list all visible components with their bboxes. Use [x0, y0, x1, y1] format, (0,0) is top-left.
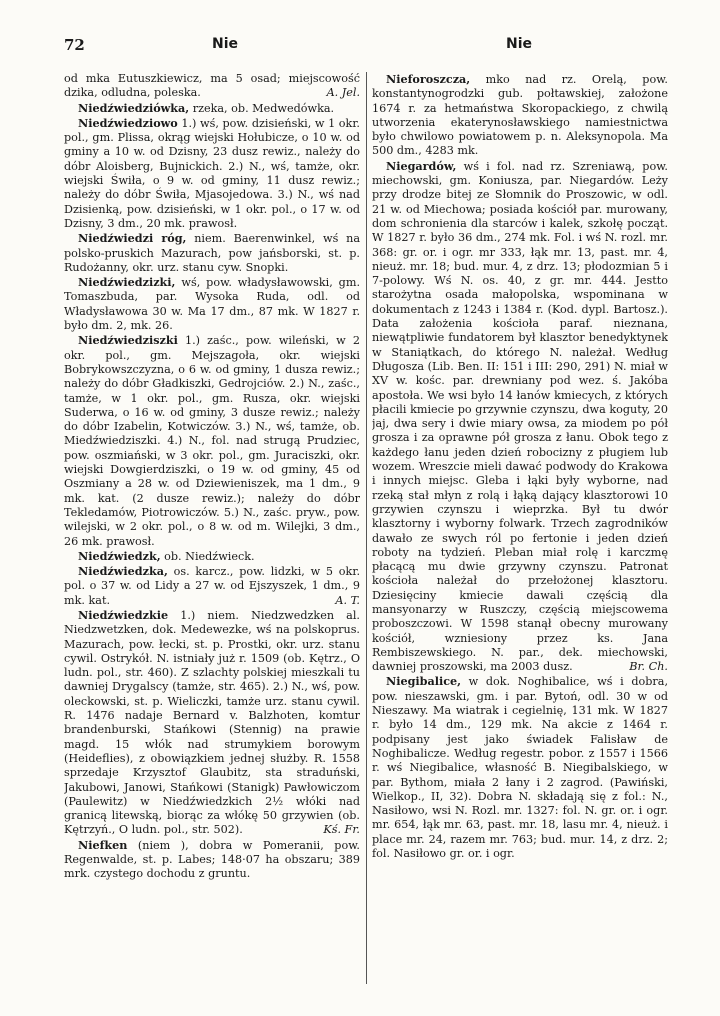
dictionary-entry	[64, 101, 360, 116]
entry-headword: Niedźwiedziowo	[78, 115, 178, 130]
entry-author-signature: A. T.	[335, 593, 360, 607]
dictionary-entry	[64, 549, 360, 564]
dictionary-entry	[64, 333, 360, 548]
entry-text: rzeka, ob. Medwedówka.	[189, 101, 335, 115]
dictionary-entry	[372, 159, 668, 675]
entry-headword: Niedźwiedzka,	[78, 564, 168, 579]
header-right-guideword: Nie	[506, 36, 533, 52]
entry-headword: Niedźwiedziówka,	[78, 100, 190, 115]
dictionary-entry	[64, 275, 360, 333]
entry-text: ob. Niedźwieck.	[160, 549, 255, 563]
entry-text: wś i fol. nad rz. Szreniawą, pow. miechowski, gm. Koniusza, par. Niegardów. Leży przy drodze bitej ze Słomnik do Proszowic, w odl. 21 w. od Miechowa; posiada kościół par. murowany, dom schronienia dla starców i kalek, szkołę począt. W 1827 r. było 36 dm., 274 mk. Fol. i wś N. rozl. mr. 368: gr. or. i ogr. mr 333, łąk mr. 13, past. mr. 4, nieuż. mr. 18; bud. mur. 4, z drz. 13; płodozmian 5 i 7-polowy. Wś N. os. 40, z gr. mr. 444. Jestto starożytna osada małopolska, wspominana w dokumentach z 1243 i 1384 r. (Kod. dypl. Bartosz.). Data założenia kościoła paraf. nieznana, niewątpliwie fundatorem był klasztor benedyktynek w Staniątkach, do którego N. należał. Według Długosza (Lib. Ben. II: 151 i III: 290, 291) N. miał w XV w. kośc. par. drewniany pod wez. ś. Jakóba apostoła. We wsi było 14 łanów kmiecych, z których płacili kmiecie po grzywnie czynszu, dwa koguty, 20 jaj, dwa sery i dwie miary owsa, za miodem po pół grosza i za oprawne pół grosza z łanu. Obok tego z każdego łanu jeden dzień robocizny z pługiem lub wozem. Wreszcie mieli dawać podwody do Krakowa i innych miejsc. Gleba i łąki były wyborne, nad rzeką stał młyn z rolą i łąką dający klasztorowi 10 grzywien czynszu i wieprzka. Był tu dwór klasztorny i wyborny folwark. Trzech zagrodników dawało ze swych ról po fertonie i jeden dzień roboty na tydzień. Pleban miał rolę i karczmę płacącą mu dwie grzywny czynszu. Patronat kościoła należał do przełożonej klasztoru. Dziesięciny kmiecie dawali częścią dla mansyonarzy w Ruszczy, częścią miejscowema proboszczowi. W 1598 stanął obecny murowany kościół, wzniesiony przez ks. Jana Rembiszewskiego. N. par., dek. miechowski, dawniej proszowski, ma 2003 dusz.	[372, 159, 668, 674]
dictionary-entry	[372, 72, 668, 159]
header-left-guideword: Nie	[212, 36, 239, 52]
entry-text: wś, pow. władysławowski, gm. Tomaszbuda, par. Wysoka Ruda, odl. od Władysławowa 30 w. Ma 17 dm., 87 mk. W 1827 r. było dm. 2, mk. 26.	[64, 276, 360, 333]
entry-author-signature: Kś. Fr.	[323, 823, 360, 837]
column-divider	[366, 72, 367, 984]
left-column	[64, 72, 360, 992]
entry-text: niem. Baerenwinkel, wś na polsko-pruskich Mazurach, pow jańsborski, st. p. Rudożanny, okr. urz. stanu cyw. Snopki.	[64, 232, 360, 274]
dictionary-entry	[64, 838, 360, 882]
entry-author-signature: Br. Ch.	[629, 660, 668, 674]
entry-author-signature: A. Jel.	[326, 86, 360, 100]
entry-headword: Niegardów,	[386, 158, 457, 173]
entry-text: 1.) niem. Niedzwedzken al. Niedzwetzken, dok. Medewezke, wś na polskoprus. Mazurach, pow. łecki, st. p. Prostki, okr. urz. stanu cywil. Ostrykół. N. istniały już r. 1509 (ob. Kętrz., O ludn. pol., str. 460). Z szlachty polskiej mieszkali tu dawniej Drygalscy (tamże, str. 465). 2.) N., wś, pow. oleckowski, st. p. Wieliczki, tamże urz. stanu cywil. R. 1476 nadaje Bernard v. Balzhoten, komtur brandenburski, Stańkowi (Stennig) na prawie magd. 15 włók nad strumykiem borowym (Heideflies), z obowiązkiem jednej służby. R. 1558 sprzedaje Krzysztof Glaubitz, sta straduński, Jakubowi, Janowi, Stańkowi (Stanigk) Pawłowiczom (Paulewitz) w Niedźwiedzkich 2½ włóki nad granicą litewską, biorąc za włókę 50 grzywien (ob. Kętrzyń., O ludn. pol., str. 502).	[64, 608, 360, 837]
dictionary-entry	[64, 72, 360, 101]
entry-text: mko nad rz. Orelą, pow. konstantynogrodzki gub. połtawskiej, założone 1674 r. za hetmaństwa Skoropackiego, z chwilą utworzenia ekaterynosławskiego namiestnictwa było chwilowo powiatowem p. n. Aleksynopola. Ma 500 dm., 4283 mk.	[372, 73, 668, 158]
entry-headword: Nieforoszcza,	[386, 72, 471, 86]
dictionary-entry	[64, 608, 360, 838]
entry-text: 1.) zaśc., pow. wileński, w 2 okr. pol., gm. Mejszagoła, okr. wiejski Bobrykowszczyzna, o 6 w. od gminy, 1 dusza rewiz.; należy do dóbr Gładkiszki, Gedrojciów. 2.) N., zaśc., tamże, w 1 okr. pol., gm. Rusza, okr. wiejski Suderwa, o 16 w. od gminy, 3 dusze rewiz.; należy do dóbr Izabelin, Kotwiczów. 3.) N., wś, tamże, ob. Miedźwiedziszki. 4.) N., fol. nad strugą Prudziec, pow. oszmiański, w 3 okr. pol., gm. Juraciszki, okr. wiejski Dowgierdziszki, o 19 w. od gminy, 45 od Oszmiany a 28 w. od Dziewieniszek, ma 1 dm., 9 mk. kat. (2 dusze rewiz.); należy do dóbr Tekledamów, Piotrowiczów. 5.) N., zaśc. pryw., pow. wilejski, w 2 okr. pol., o 8 w. od m. Wilejki, 3 dm., 26 mk. prawosł.	[64, 334, 360, 548]
dictionary-entry	[64, 116, 360, 231]
entry-headword: Niedźwiedziszki	[78, 333, 178, 348]
dictionary-entry	[64, 231, 360, 275]
entry-text: w dok. Noghibalice, wś i dobra, pow. nieszawski, gm. i par. Bytoń, odl. 30 w od Nieszawy. Ma wiatrak i cegielnię, 131 mk. W 1827 r. było 14 dm., 129 mk. Na akcie z 1464 r. podpisany jest jako świadek Falisław de Noghibalicze. Według regestr. pobor. z 1557 i 1566 r. wś Niegibalice, własność B. Niegibalskiego, w par. Bythom, miała 2 łany i 2 zagrod. (Pawiński, Wielkop., II, 32). Dobra N. składają się z fol.: N., Nasiłowo, wsi N. Rozl. mr. 1327: fol. N. gr. or. i ogr. mr. 654, łąk mr. 63, past. mr. 18, lasu mr. 4, nieuż. i place mr. 24, razem mr. 763; bud. mur. 14, z drz. 2; fol. Nasiłowo gr. or. i ogr.	[372, 675, 668, 861]
entry-text: (niem ), dobra w Pomeranii, pow. Regenwalde, st. p. Labes; 148·07 ha obszaru; 389 mrk. czystego dochodu z gruntu.	[64, 838, 360, 881]
page-number: 72	[64, 36, 85, 54]
entry-headword: Niedźwiedzk,	[78, 548, 161, 563]
entry-headword: Niefken	[78, 837, 128, 852]
right-column	[372, 72, 668, 992]
dictionary-entry	[64, 564, 360, 608]
entry-headword: Niedźwiedzizki,	[78, 275, 176, 290]
entry-headword: Niedźwiedzi róg,	[78, 231, 187, 246]
entry-text: 1.) wś, pow. dzisieński, w 1 okr. pol., gm. Plissa, okrąg wiejski Hołubicze, o 10 w. od gminy a 10 w. od Dzisny, 23 dusz rewiz., należy do dóbr Aloisberg, Bujnickich. 2.) N., wś, tamże, okr. wiejski Świła, o 9 w. od gminy, 11 dusz rewiz.; należy do dóbr Świła, Mjasojedowa. 3.) N., wś nad Dzisienką, pow. dzisieński, w 1 okr. pol., o 17 w. od Dzisny, 3 dm., 20 mk. prawosł.	[64, 116, 360, 230]
entry-headword: Niegibalice,	[386, 674, 462, 689]
page-header	[0, 30, 720, 60]
entry-headword: Niedźwiedzkie	[78, 607, 169, 622]
entry-text: os. karcz., pow. lidzki, w 5 okr. pol. o 37 w. od Lidy a 27 w. od Ejszyszek, 1 dm., 9 mk. kat.	[64, 565, 360, 607]
dictionary-entry	[372, 674, 668, 861]
entry-text: od mka Eutuszkiewicz, ma 5 osad; miejscowość dzika, odludna, poleska.	[64, 72, 360, 100]
